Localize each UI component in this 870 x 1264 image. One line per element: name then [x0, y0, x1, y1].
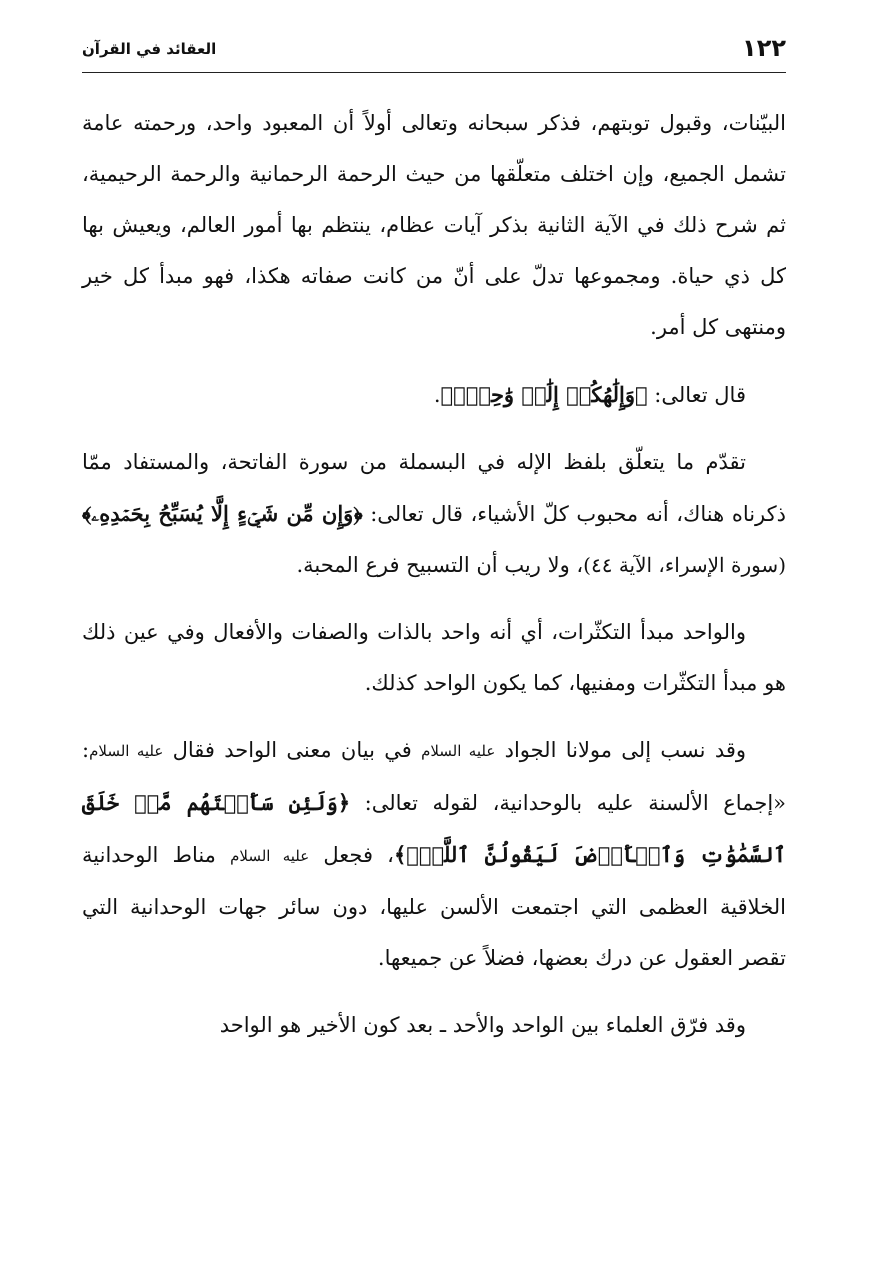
- paragraph-4-text: والواحد مبدأ التكثّرات، أي أنه واحد بالذات والصفات والأفعال وفي عين ذلك هو مبدأ التكثّرات ومفنيها، كما يكون الواحد كذلك.: [82, 620, 786, 695]
- body-text: [82, 98, 786, 1067]
- paragraph-6-text: وقد فرّق العلماء بين الواحد والأحد ـ بعد كون الأخير هو الواحد: [219, 1013, 746, 1037]
- paragraph-2-intro: قال تعالى:: [647, 383, 746, 407]
- paragraph-5-text-a: وقد نسب إلى مولانا الجواد: [495, 738, 747, 762]
- paragraph-6: [82, 1000, 786, 1051]
- book-title: العقائد في القرآن: [82, 40, 217, 58]
- honorific-symbol: عليه السلام: [89, 742, 164, 760]
- paragraph-3-text-a: تقدّم ما يتعلّق بلفظ الإله في البسملة من سورة الفاتحة، والمستفاد ممّا ذكرناه هناك، أنه محبوب كلّ الأشياء، قال تعالى:: [82, 450, 786, 526]
- verse-reference: (سورة الإسراء، الآية ٤٤): [583, 553, 786, 577]
- quran-verse-1: ﴿وَإِلَٰهُكُمۡ إِلَٰهٞ وَٰحِدٞۖ﴾: [440, 382, 648, 407]
- running-header: [82, 28, 786, 73]
- paragraph-5-text-c: : «إجماع الألسنة عليه بالوحدانية، لقوله تعالى:: [82, 738, 787, 815]
- paragraph-1: [82, 98, 786, 353]
- quran-verse-2: ﴿وَإِن مِّن شَيۡءٍ إِلَّا يُسَبِّحُ بِحَمۡدِهِۦ﴾: [82, 501, 363, 526]
- paragraph-5-text-b: في بيان معنى الواحد فقال: [163, 738, 422, 762]
- paragraph-4: [82, 607, 786, 709]
- paragraph-3-text-b: ، ولا ريب أن التسبيح فرع المحبة.: [296, 553, 584, 577]
- page-number: ١٢٢: [742, 34, 786, 62]
- honorific-symbol: عليه السلام: [421, 742, 496, 760]
- honorific-symbol: عليه السلام: [230, 847, 310, 865]
- paragraph-2-end: .: [433, 383, 441, 407]
- quran-verse-3: ﴿وَلَئِن سَأَلۡتَهُم مَّنۡ خَلَقَ ٱلسَّمَٰوَٰتِ وَٱلۡأَرۡضَ لَيَقُولُنَّ ٱللَّهُۚ﴾: [82, 790, 786, 867]
- paragraph-1-text: البيّنات، وقبول توبتهم، فذكر سبحانه وتعالى أولاً أن المعبود واحد، ورحمته عامة تشمل الجميع، وإن اختلف متعلّقها من حيث الرحمة الرحمانية والرحمة الرحيمية، ثم شرح ذلك في الآية الثانية بذكر آيات عظام، ينتظم بها أمور العالم، ويعيش بها كل ذي حياة. ومجموعها تدلّ على أنّ من كانت صفاته هكذا، فهو مبدأ كل خير ومنتهى كل أمر.: [82, 111, 786, 339]
- paragraph-5-text-e: مناط الوحدانية الخلاقية العظمى التي اجتمعت الألسن عليها، دون سائر جهات الوحدانية التي تقصر العقول عن درك بعضها، فضلاً عن جميعها.: [82, 843, 786, 970]
- paragraph-3: [82, 437, 786, 591]
- paragraph-2: [82, 369, 786, 421]
- paragraph-5-text-d: ، فجعل: [309, 843, 394, 867]
- paragraph-5: [82, 725, 786, 984]
